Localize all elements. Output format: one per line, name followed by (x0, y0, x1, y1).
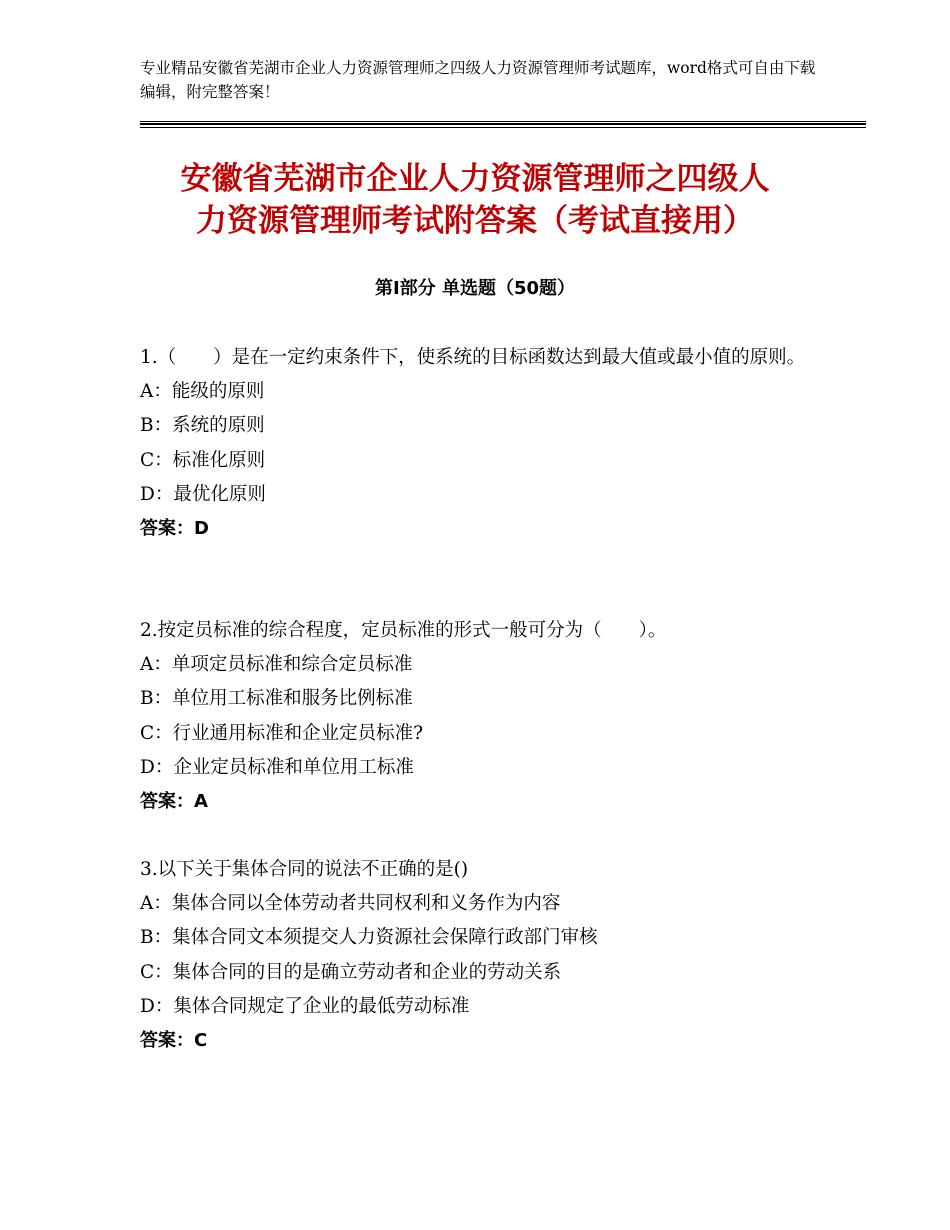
question-3 (140, 853, 810, 1058)
option-d: D：集体合同规定了企业的最低劳动标准 (140, 995, 470, 1017)
option-d: D：最优化原则 (140, 483, 266, 505)
option-a: A：能级的原则 (140, 381, 265, 402)
answer: 答案：C (140, 1030, 208, 1052)
option-c: C：集体合同的目的是确立劳动者和企业的劳动关系 (140, 961, 562, 983)
option-c: C：标准化原则 (140, 449, 266, 471)
option-d: D：企业定员标准和单位用工标准 (140, 756, 414, 778)
question-stem: 3.以下关于集体合同的说法不正确的是() (140, 859, 469, 880)
answer: 答案：A (140, 791, 208, 813)
header-rule-thin-bottom (140, 127, 866, 128)
question-1 (140, 341, 810, 546)
header-note: 专业精品安徽省芜湖市企业人力资源管理师之四级人力资源管理师考试题库，word格式可自由下载编辑，附完整答案！ (140, 59, 816, 101)
option-a: A：单项定员标准和综合定员标准 (140, 654, 413, 675)
answer: 答案：D (140, 518, 209, 540)
option-b: B：单位用工标准和服务比例标准 (140, 688, 413, 710)
question-2 (140, 614, 810, 819)
option-a: A：集体合同以全体劳动者共同权利和义务作为内容 (140, 893, 561, 914)
option-c: C：行业通用标准和企业定员标准? (140, 722, 424, 744)
title-line-1: 安徽省芜湖市企业人力资源管理师之四级人 (180, 161, 770, 197)
option-b: B：系统的原则 (140, 415, 265, 437)
document-title (140, 158, 810, 242)
header-rule-thick (140, 123, 866, 125)
header-rule-thin-top (140, 121, 866, 122)
option-b: B：集体合同文本须提交人力资源社会保障行政部门审核 (140, 927, 598, 949)
question-stem: 1.（ ）是在一定约束条件下，使系统的目标函数达到最大值或最小值的原则。 (140, 347, 806, 368)
title-line-2: 力资源管理师考试附答案（考试直接用） (196, 203, 754, 239)
question-stem: 2.按定员标准的综合程度，定员标准的形式一般可分为（ ）。 (140, 620, 667, 641)
section-heading: 第Ⅰ部分 单选题（50题） (374, 278, 575, 299)
